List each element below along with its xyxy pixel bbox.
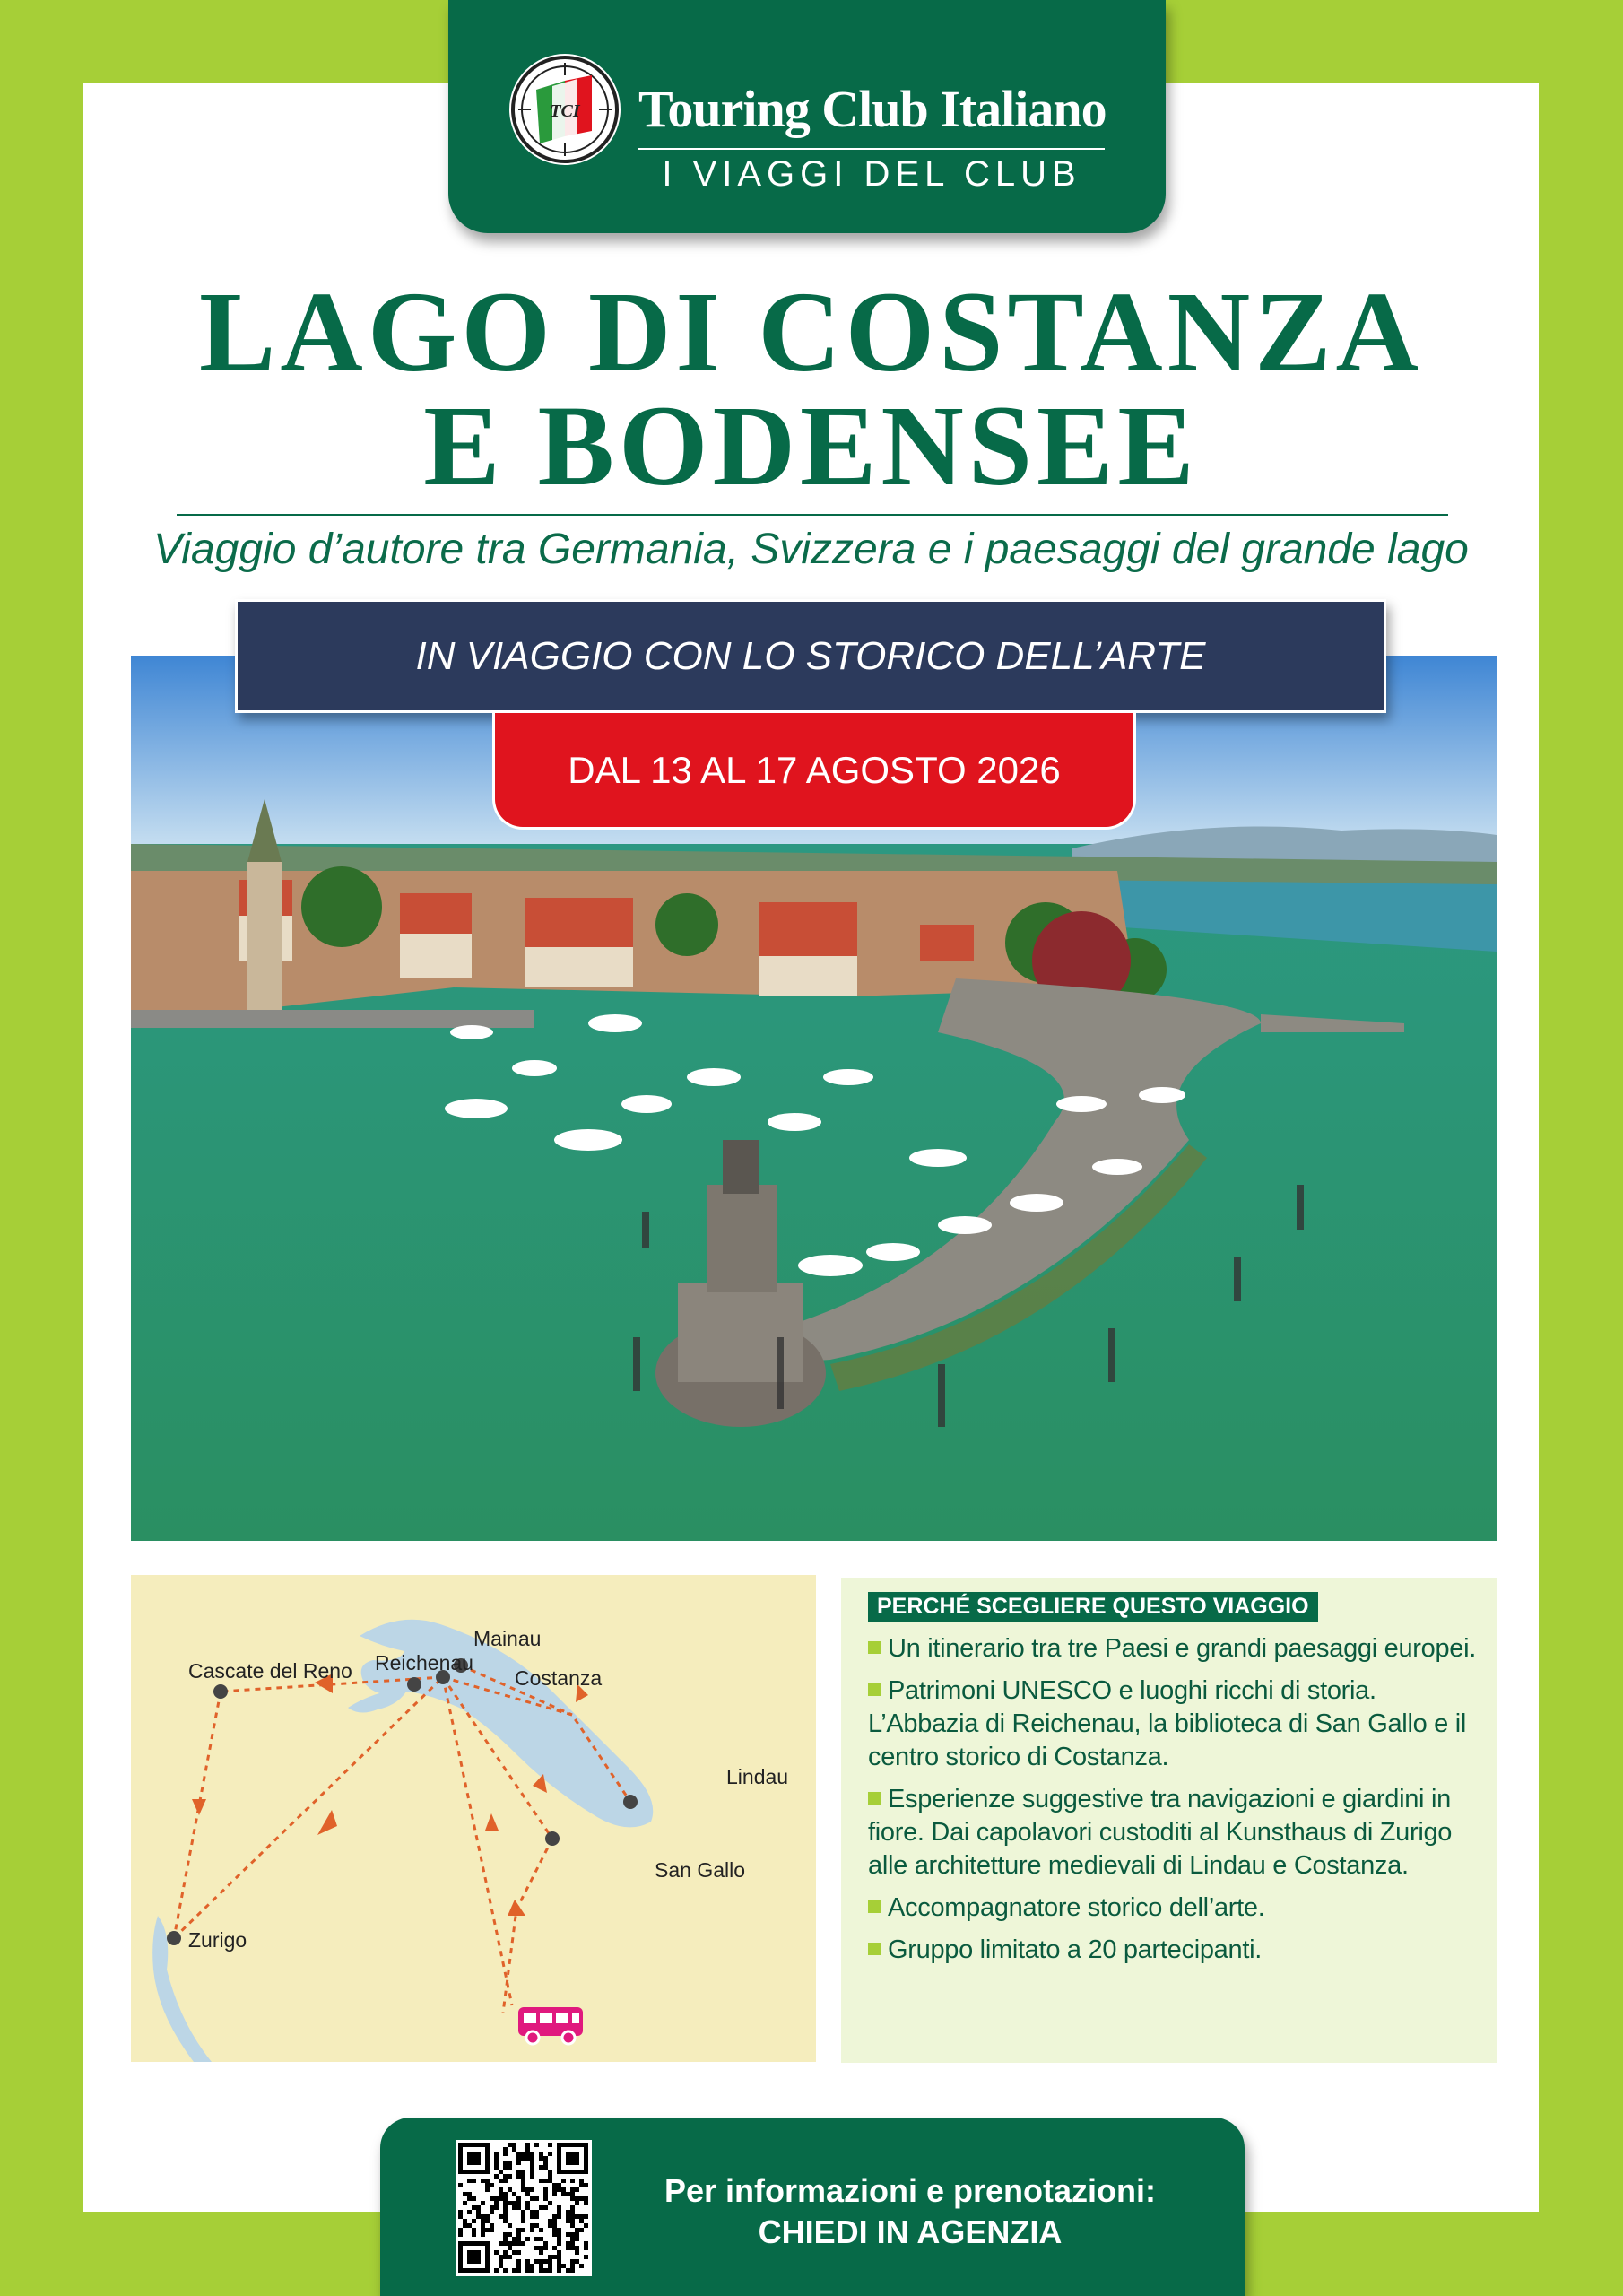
map-label-lindau: Lindau <box>726 1765 789 1788</box>
footer-line-1: Per informazioni e prenotazioni: <box>664 2172 1157 2209</box>
list-item: Patrimoni UNESCO e luoghi ricchi di storia. L’Abbazia di Reichenau, la biblioteca di San Gallo e il centro storico di Costanza. <box>868 1676 1467 1771</box>
itinerary-map <box>131 1575 816 2062</box>
map-label-san-gallo: San Gallo <box>655 1858 746 1882</box>
footer-line-2: CHIEDI IN AGENZIA <box>758 2213 1063 2250</box>
tci-logo <box>509 54 621 165</box>
place-dots <box>167 1658 638 1945</box>
brand-tagline: I VIAGGI DEL CLUB <box>662 154 1081 194</box>
title-line-1: LAGO DI COSTANZA <box>199 268 1423 396</box>
square-bullet-icon <box>868 1683 881 1696</box>
map-label-reichenau: Reichenau <box>375 1651 473 1674</box>
reasons-list <box>868 1632 1478 1976</box>
brand-divider <box>638 148 1105 150</box>
title-line-2: E BODENSEE <box>423 382 1199 509</box>
square-bullet-icon <box>868 1641 881 1654</box>
list-item: Accompagnatore storico dell’arte. <box>868 1892 1478 1925</box>
square-bullet-icon <box>868 1943 881 1955</box>
art-historian-banner: IN VIAGGIO CON LO STORICO DELL’ARTE <box>235 599 1386 713</box>
square-bullet-icon <box>868 1900 881 1913</box>
reasons-box <box>841 1578 1497 2063</box>
subtitle: Viaggio d’autore tra Germania, Svizzera e i paesaggi del grande lago <box>153 526 1469 573</box>
list-item: Un itinerario tra tre Paesi e grandi paesaggi europei. <box>868 1632 1478 1665</box>
reasons-heading: PERCHÉ SCEGLIERE QUESTO VIAGGIO <box>868 1592 1318 1622</box>
footer-info <box>592 2170 1228 2253</box>
square-bullet-icon <box>868 1792 881 1805</box>
qr-code[interactable] <box>456 2140 592 2276</box>
list-item: Gruppo limitato a 20 partecipanti. <box>868 1934 1478 1967</box>
title-divider <box>177 514 1448 516</box>
map-label-cascate-del-reno: Cascate del Reno <box>188 1659 352 1683</box>
map-label-costanza: Costanza <box>515 1666 603 1690</box>
bus-icon <box>516 2004 585 2047</box>
map-label-zurigo: Zurigo <box>188 1928 247 1952</box>
svg-text:TCI: TCI <box>550 101 580 121</box>
travel-dates-badge: DAL 13 AL 17 AGOSTO 2026 <box>492 713 1136 830</box>
list-item: Esperienze suggestive tra navigazioni e giardini in fiore. Dai capolavori custoditi al Kunsthaus di Zurigo alle architetture medievali di Lindau e Costanza. <box>868 1785 1453 1880</box>
brand-name: Touring Club Italiano <box>638 80 1107 138</box>
map-label-mainau: Mainau <box>473 1627 542 1650</box>
